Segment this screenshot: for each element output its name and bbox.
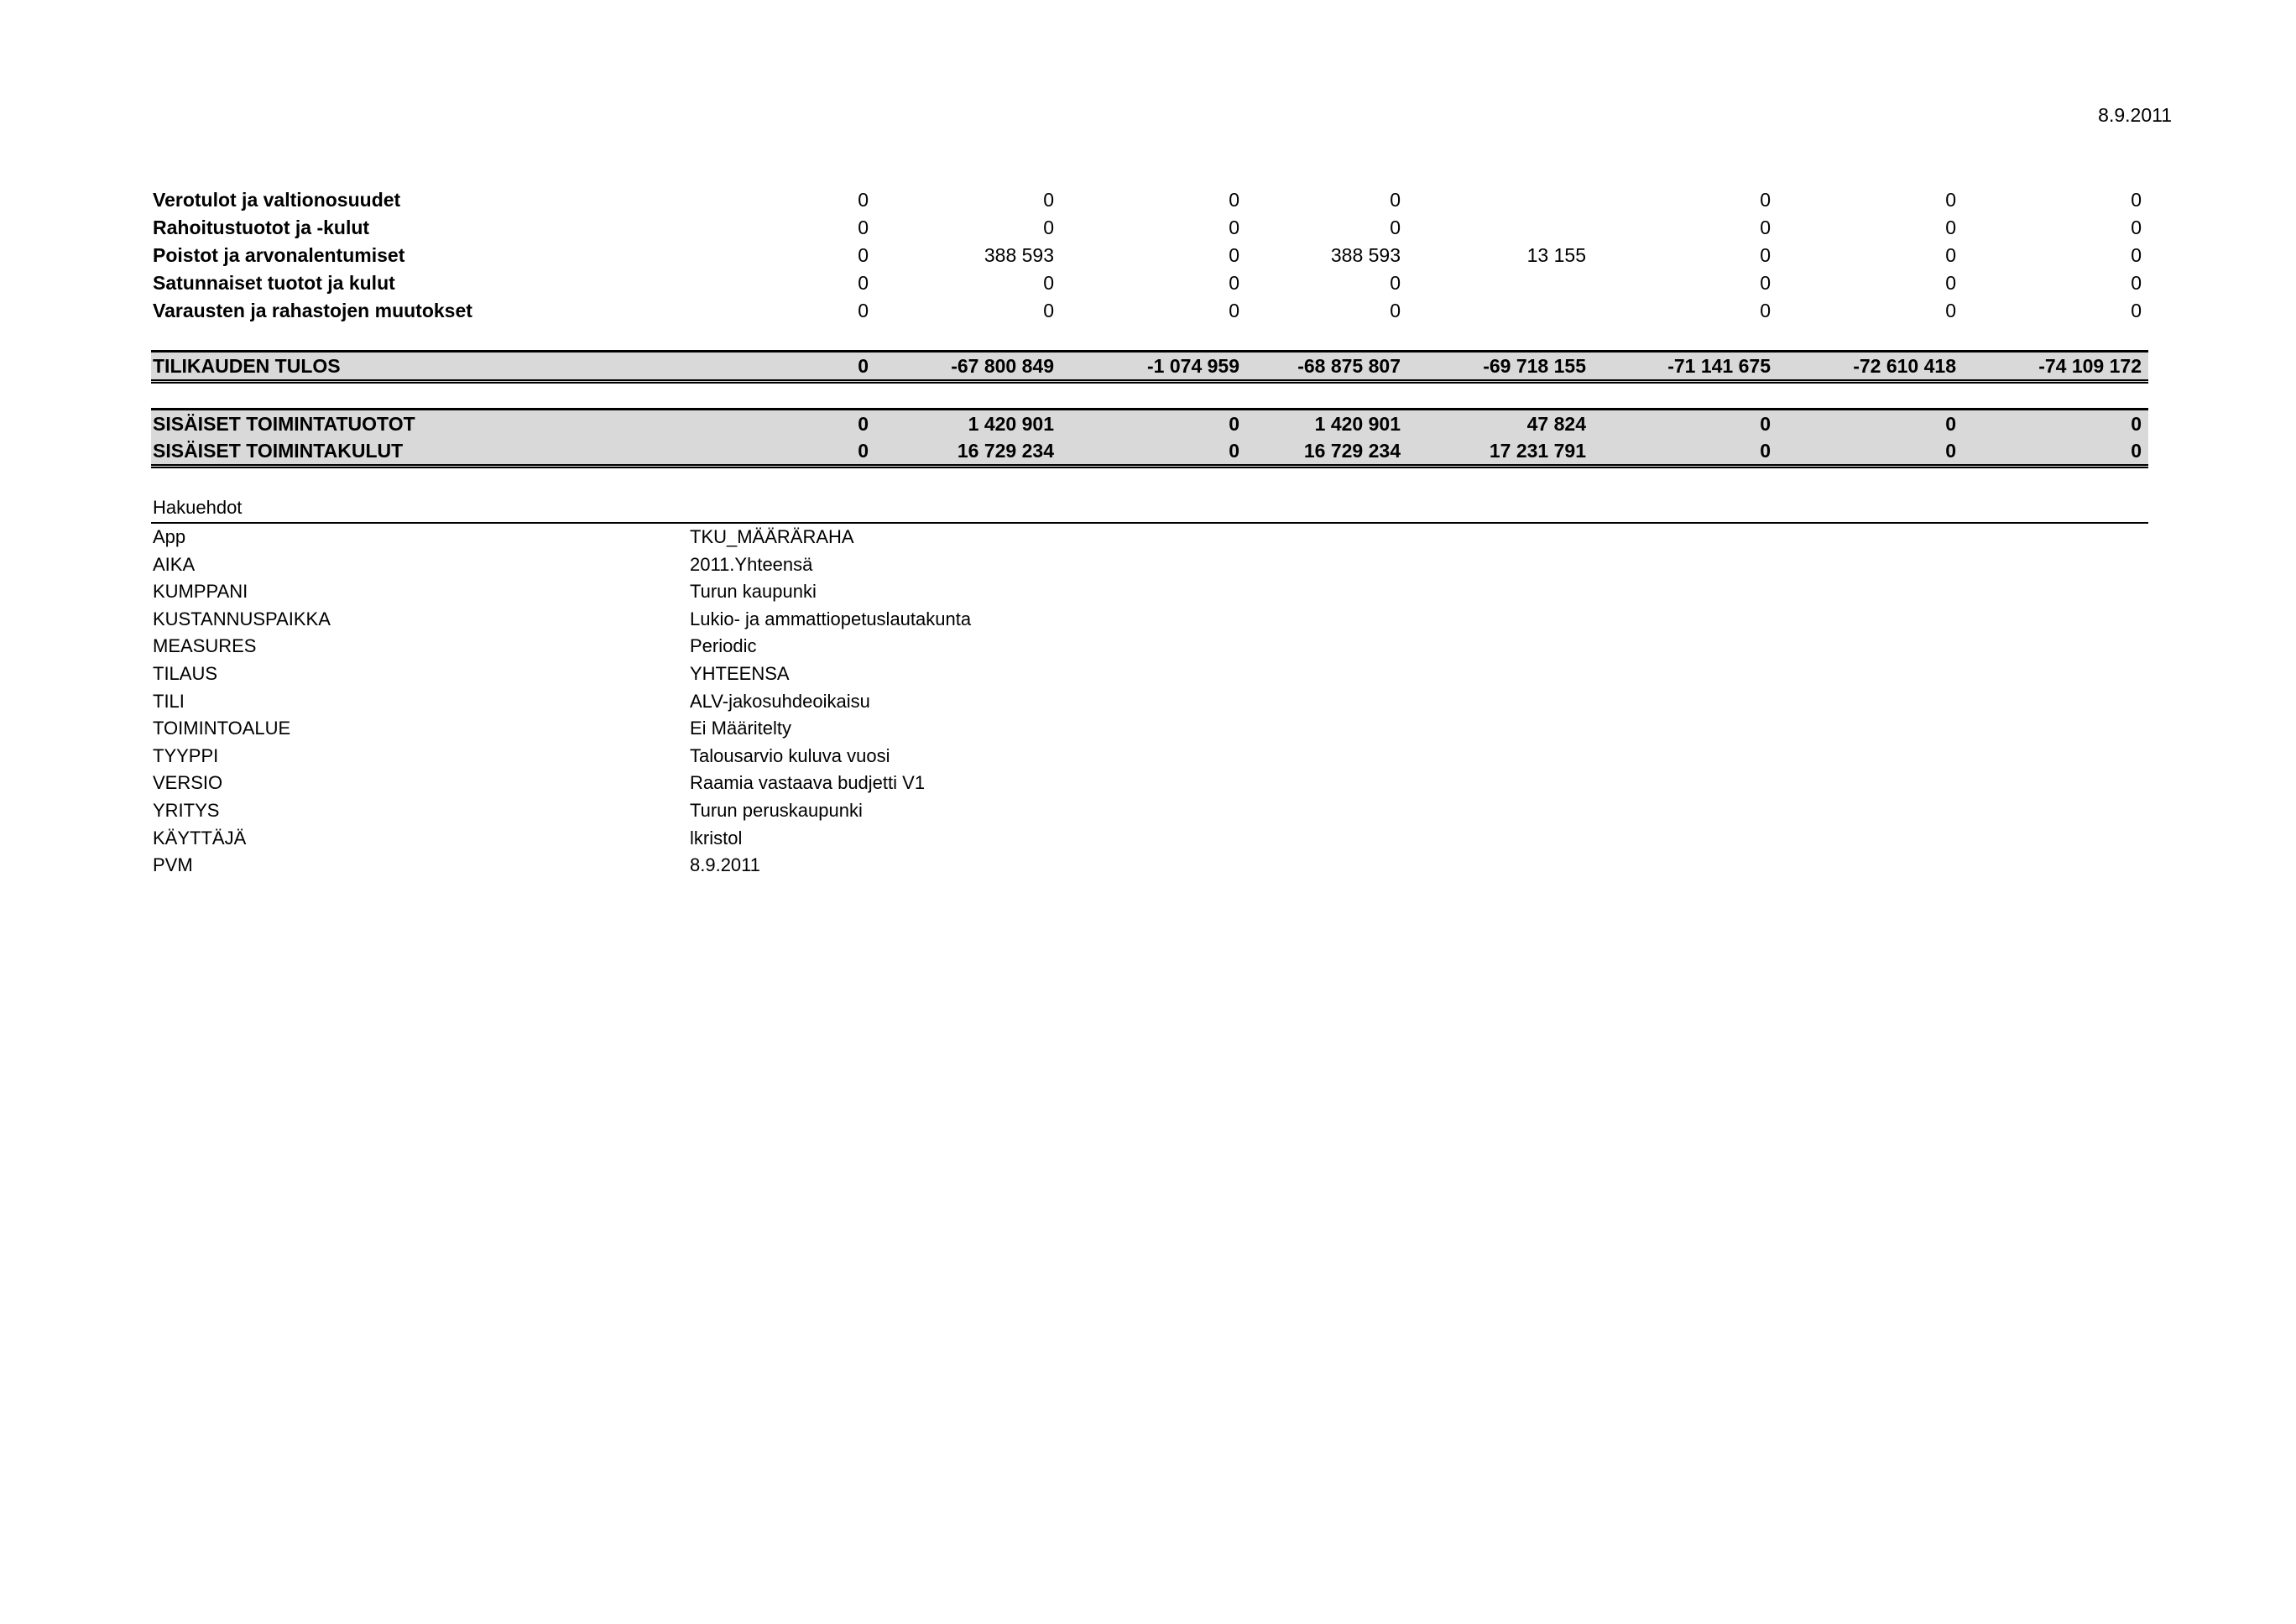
cell-value: 16 729 234	[1303, 440, 1401, 462]
row-label: SISÄISET TOIMINTATUOTOT	[153, 413, 415, 435]
cell-value: 0	[1229, 413, 1239, 435]
table-row	[151, 214, 2148, 242]
cell-value: -69 718 155	[1483, 355, 1586, 377]
criteria-key: TILAUS	[153, 662, 218, 684]
cell-value: 0	[1043, 189, 1054, 211]
cell-value: 0	[1043, 300, 1054, 321]
criteria-key: TILI	[153, 690, 185, 712]
row-label: Rahoitustuotot ja -kulut	[153, 217, 370, 238]
criteria-value: Raamia vastaava budjetti V1	[690, 772, 926, 794]
criteria-key: YRITYS	[153, 799, 220, 821]
cell-value: 0	[1945, 272, 1956, 294]
row-label: Verotulot ja valtionosuudet	[153, 189, 401, 211]
criteria-divider	[151, 522, 2148, 524]
cell-value: 388 593	[1330, 244, 1401, 266]
cell-value: -68 875 807	[1297, 355, 1401, 377]
result-band	[151, 350, 2148, 384]
cell-value: 0	[1229, 244, 1239, 266]
cell-value: 0	[1390, 217, 1401, 238]
cell-value: 0	[1945, 440, 1956, 462]
detail-rows	[151, 186, 2148, 325]
cell-value: 0	[1390, 272, 1401, 294]
criteria-key: KUSTANNUSPAIKKA	[153, 608, 331, 629]
cell-value: 0	[2131, 300, 2142, 321]
criteria-value: Turun peruskaupunki	[690, 799, 863, 821]
table-row	[151, 352, 2148, 379]
criteria-value: TKU_MÄÄRÄRAHA	[690, 526, 854, 547]
cell-value: 0	[1945, 244, 1956, 266]
criteria-key: TOIMINTOALUE	[153, 718, 291, 739]
criteria-value: Periodic	[690, 635, 757, 657]
cell-value: 0	[1760, 300, 1771, 321]
row-label: Poistot ja arvonalentumiset	[153, 244, 405, 266]
criteria-value: Turun kaupunki	[690, 581, 817, 603]
cell-value: 0	[1229, 440, 1239, 462]
cell-value: 0	[1043, 272, 1054, 294]
cell-value: 0	[2131, 440, 2142, 462]
cell-value: 0	[2131, 272, 2142, 294]
cell-value: 0	[1043, 217, 1054, 238]
cell-value: 16 729 234	[957, 440, 1054, 462]
criteria-title: Hakuehdot	[153, 497, 243, 518]
cell-value: -72 610 418	[1853, 355, 1956, 377]
criteria-key: AIKA	[153, 553, 196, 575]
cell-value: 0	[1945, 217, 1956, 238]
cell-value: 0	[1760, 244, 1771, 266]
cell-value: 0	[858, 244, 869, 266]
cell-value: 0	[858, 413, 869, 435]
cell-value: 0	[1229, 272, 1239, 294]
criteria-key: TYYPPI	[153, 744, 219, 766]
row-label: TILIKAUDEN TULOS	[153, 355, 341, 377]
criteria-key: PVM	[153, 854, 193, 876]
cell-value: 13 155	[1526, 244, 1586, 266]
criteria-key: KÄYTTÄJÄ	[153, 827, 247, 849]
criteria-value: YHTEENSA	[690, 662, 790, 684]
criteria-value: Talousarvio kuluva vuosi	[690, 744, 890, 766]
table-row	[151, 242, 2148, 269]
table-row	[151, 410, 2148, 437]
criteria-value: ALV-jakosuhdeoikaisu	[690, 690, 870, 712]
cell-value: 0	[1760, 440, 1771, 462]
row-label: Varausten ja rahastojen muutokset	[153, 300, 472, 321]
cell-value: 1 420 901	[968, 413, 1054, 435]
cell-value: 0	[1760, 217, 1771, 238]
cell-value: -71 141 675	[1667, 355, 1771, 377]
cell-value: 0	[858, 355, 869, 377]
cell-value: 0	[1760, 189, 1771, 211]
cell-value: 0	[858, 440, 869, 462]
table-row	[151, 186, 2148, 214]
criteria-value: 8.9.2011	[690, 854, 761, 876]
cell-value: 0	[2131, 189, 2142, 211]
cell-value: 1 420 901	[1314, 413, 1401, 435]
cell-value: 0	[1229, 217, 1239, 238]
criteria-key: MEASURES	[153, 635, 257, 657]
cell-value: 0	[858, 272, 869, 294]
cell-value: 0	[1945, 300, 1956, 321]
cell-value: 0	[858, 300, 869, 321]
report-date: 8.9.2011	[2098, 104, 2172, 126]
criteria-value: 2011.Yhteensä	[690, 553, 813, 575]
cell-value: 0	[1945, 413, 1956, 435]
cell-value: 0	[1229, 300, 1239, 321]
row-label: SISÄISET TOIMINTAKULUT	[153, 440, 404, 462]
cell-value: 0	[858, 189, 869, 211]
criteria-key: App	[153, 526, 186, 547]
cell-value: 0	[2131, 217, 2142, 238]
cell-value: 0	[1390, 189, 1401, 211]
cell-value: 0	[858, 217, 869, 238]
internal-band	[151, 408, 2148, 468]
cell-value: 0	[1229, 189, 1239, 211]
criteria-key: KUMPPANI	[153, 581, 248, 603]
cell-value: 0	[2131, 413, 2142, 435]
cell-value: 47 824	[1526, 413, 1586, 435]
cell-value: 0	[1390, 300, 1401, 321]
cell-value: -67 800 849	[951, 355, 1054, 377]
criteria-value: Lukio- ja ammattiopetuslautakunta	[690, 608, 972, 629]
cell-value: 388 593	[984, 244, 1054, 266]
table-row	[151, 269, 2148, 297]
cell-value: -1 074 959	[1147, 355, 1239, 377]
table-row	[151, 297, 2148, 325]
row-label: Satunnaiset tuotot ja kulut	[153, 272, 395, 294]
cell-value: 0	[1945, 189, 1956, 211]
cell-value: 0	[1760, 272, 1771, 294]
cell-value: 0	[2131, 244, 2142, 266]
cell-value: -74 109 172	[2038, 355, 2142, 377]
table-row	[151, 437, 2148, 464]
criteria-value: lkristol	[690, 827, 743, 849]
criteria-value: Ei Määritelty	[690, 718, 792, 739]
cell-value: 17 231 791	[1489, 440, 1586, 462]
cell-value: 0	[1760, 413, 1771, 435]
criteria-key: VERSIO	[153, 772, 223, 794]
